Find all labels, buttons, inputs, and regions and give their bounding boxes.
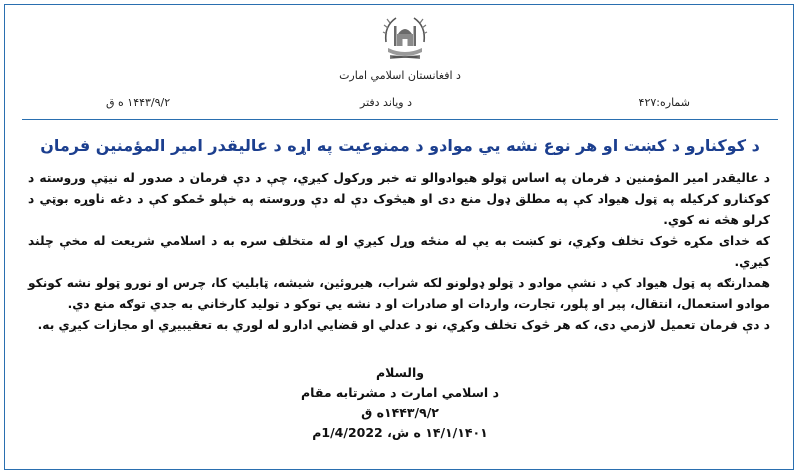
document-date: ۱۴۴۳/۹/۲ ه ق <box>106 96 171 109</box>
decree-body <box>28 168 770 336</box>
org-name: د افغانستان اسلامي امارت <box>339 69 461 82</box>
closing-date-hijri: ۱۴۴۳/۹/۲ه ق <box>361 405 439 420</box>
issuer: د اسلامي امارت د مشرتابه مقام <box>300 385 499 400</box>
header-divider <box>22 119 778 120</box>
salutation: والسلام <box>375 365 425 380</box>
decree-closing <box>0 363 800 443</box>
body-paragraph: د دې فرمان تعميل لازمي دی، که هر څوک تخلف وکړي، نو د عدلي او قضايي ادارو له لوري به تعقيبيږي او مجازات کيږي به. <box>37 318 770 332</box>
body-paragraph: که خدای مکړه څوک تخلف وکړي، نو کښت به يې له منځه وړل کيږي او له متخلف سره به د اسلامي شريعت له مخې چلند کيږي. <box>28 234 770 269</box>
decree-title: د کوکنارو د کښت او هر نوع نشه يي موادو د ممنوعيت په اړه د عاليقدر امير المؤمنين فرمان <box>40 136 760 155</box>
islamic-emirate-emblem-icon <box>380 12 430 64</box>
body-paragraph: د عاليقدر امير المؤمنين د فرمان په اساس ټولو هيوادوالو ته خبر ورکول کيږي، چې د دې فرمان د صدور له نيټې وروسته د کوکنارو کرکيله په ټول هيواد کې په مطلق ډول منع دی او هيڅوک دې له دې وروسته په خپلو ځمکو کې د دغه ناوړه بوټي د کرلو هڅه نه کوي. <box>28 171 770 227</box>
body-paragraph: همدارنګه په ټول هيواد کې د نشې موادو د ټولو ډولونو لکه شراب، هيروئين، شيشه، ټابليټ کا، چرس او نورو ټولو نشه کونکو موادو استعمال، انتقال، پير او پلور، تجارت، واردات او صادرات او د نشه يي توکو د توليد کارخاني به جدي توګه منع دي. <box>28 276 770 311</box>
header-row <box>0 96 800 114</box>
issuing-office: د ویاند دفتر <box>360 96 412 109</box>
closing-date-combined: ۱۴/۱/۱۴۰۱ ه ش، 1/4/2022م <box>312 425 488 440</box>
document-number: شماره:۴۲۷ <box>638 96 690 109</box>
